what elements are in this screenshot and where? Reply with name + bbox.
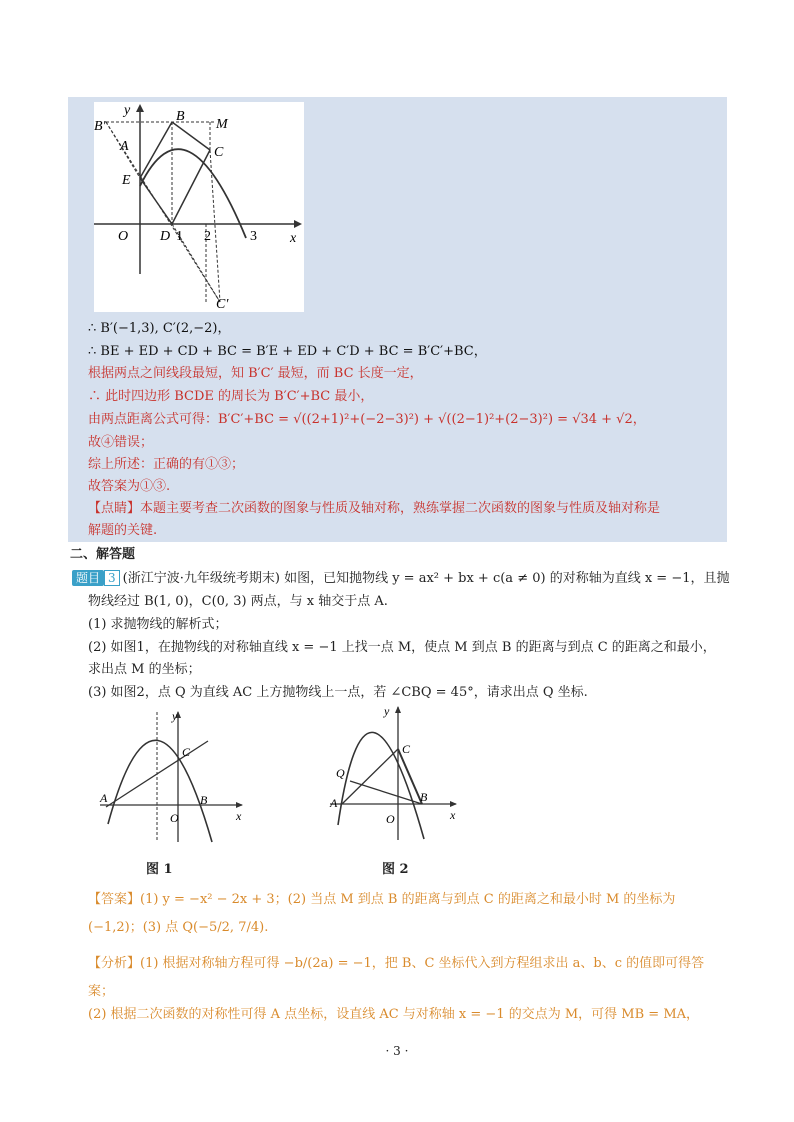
solution-line-2: ∴ BE + ED + CD + BC = B′E + ED + C′D + BC = B′C′+BC，	[88, 344, 487, 359]
question-1: (1) 求抛物线的解析式；	[88, 617, 228, 632]
label-d: D	[160, 229, 171, 244]
fig2-label-c: C	[402, 742, 411, 756]
fig2-label-q: Q	[336, 766, 345, 780]
fig1-label-c: C	[182, 745, 191, 759]
fig2-label-b: B	[420, 790, 428, 804]
solution-line-8: 故答案为①③.	[88, 479, 171, 494]
problem-line-1	[72, 570, 729, 588]
label-c-prime: C′	[216, 297, 229, 312]
analysis-line-3: (2) 根据二次函数的对称性可得 A 点坐标，设直线 AC 与对称轴 x = −1 的交点为 M，可得 MB = MA，	[88, 1007, 700, 1022]
solution-line-1: ∴ B′(−1,3), C′(2,−2)，	[88, 321, 231, 336]
fig1-label-x: x	[236, 809, 242, 823]
fig2-label-y: y	[384, 704, 390, 718]
fig2-label-x: x	[450, 808, 456, 822]
label-b: B	[176, 109, 185, 124]
fig2-label-a: A	[330, 796, 338, 810]
label-x: x	[290, 231, 297, 246]
analysis-line-1: 【分析】(1) 根据对称轴方程可得 −b/(2a) = −1，把 B、C 坐标代入到方程组求出 a、b、c 的值即可得答	[88, 956, 705, 971]
solution-line-6: 故④错误；	[88, 435, 154, 450]
fig1-label-b: B	[200, 793, 208, 807]
label-o: O	[118, 229, 129, 244]
solution-line-7: 综上所述：正确的有①③；	[88, 457, 245, 472]
solution-comment-1: 【点睛】本题主要考查二次函数的图象与性质及轴对称，熟练掌握二次函数的图象与性质及轴对称是	[88, 501, 661, 516]
question-2a: (2) 如图1，在抛物线的对称轴直线 x = −1 上找一点 M，使点 M 到点 B 的距离与到点 C 的距离之和最小，	[88, 640, 716, 655]
analysis-line-2: 案；	[88, 984, 115, 999]
label-e: E	[122, 173, 131, 188]
figure-2	[326, 703, 461, 841]
answer-line-1: 【答案】(1) y = −x² − 2x + 3；(2) 当点 M 到点 B 的距离与到点 C 的距离之和最小时 M 的坐标为	[88, 892, 676, 907]
figure-1-caption: 图 1	[146, 862, 173, 877]
fig1-label-y: y	[172, 709, 178, 723]
label-b-prime: B′	[94, 119, 106, 134]
solution-figure	[94, 102, 304, 312]
label-a: A	[120, 139, 129, 154]
label-three: 3	[250, 229, 257, 244]
problem-number: 3	[104, 570, 120, 586]
problem-tag: 题目	[72, 570, 104, 586]
problem-line-2: 物线经过 B(1, 0)，C(0, 3) 两点，与 x 轴交于点 A.	[88, 594, 388, 609]
fig1-label-o: O	[170, 811, 179, 825]
section-title: 二、解答题	[70, 547, 136, 562]
fig1-label-a: A	[100, 791, 108, 805]
solution-comment-2: 解题的关键.	[88, 523, 158, 538]
label-two: 2	[204, 229, 211, 244]
solution-line-4: ∴ 此时四边形 BCDE 的周长为 B′C′+BC 最小，	[88, 389, 374, 404]
figure-1	[96, 708, 246, 843]
fig2-label-o: O	[386, 812, 395, 826]
dashed-line	[210, 150, 220, 302]
label-y: y	[124, 103, 131, 118]
question-3: (3) 如图2，点 Q 为直线 AC 上方抛物线上一点，若 ∠CBQ = 45°，请求出点 Q 坐标.	[88, 685, 588, 700]
label-one: 1	[176, 229, 183, 244]
page-number: · 3 ·	[385, 1044, 409, 1058]
solution-line-5: 由两点距离公式可得：B′C′+BC = √((2+1)²+(−2−3)²) + √((2−1)²+(2−3)²) = √34 + √2，	[88, 412, 646, 427]
label-c: C	[214, 145, 224, 160]
answer-line-2: (−1,2)；(3) 点 Q(−5/2, 7/4).	[88, 920, 269, 935]
solution-line-3: 根据两点之间线段最短，知 B′C′ 最短，而 BC 长度一定，	[88, 366, 423, 381]
label-m: M	[216, 117, 228, 132]
problem-text-1: (浙江宁波·九年级统考期末) 如图，已知抛物线 y = ax² + bx + c(a ≠ 0) 的对称轴为直线 x = −1，且抛	[122, 571, 730, 586]
figure-2-caption: 图 2	[382, 862, 409, 877]
question-2b: 求出点 M 的坐标；	[88, 662, 201, 677]
